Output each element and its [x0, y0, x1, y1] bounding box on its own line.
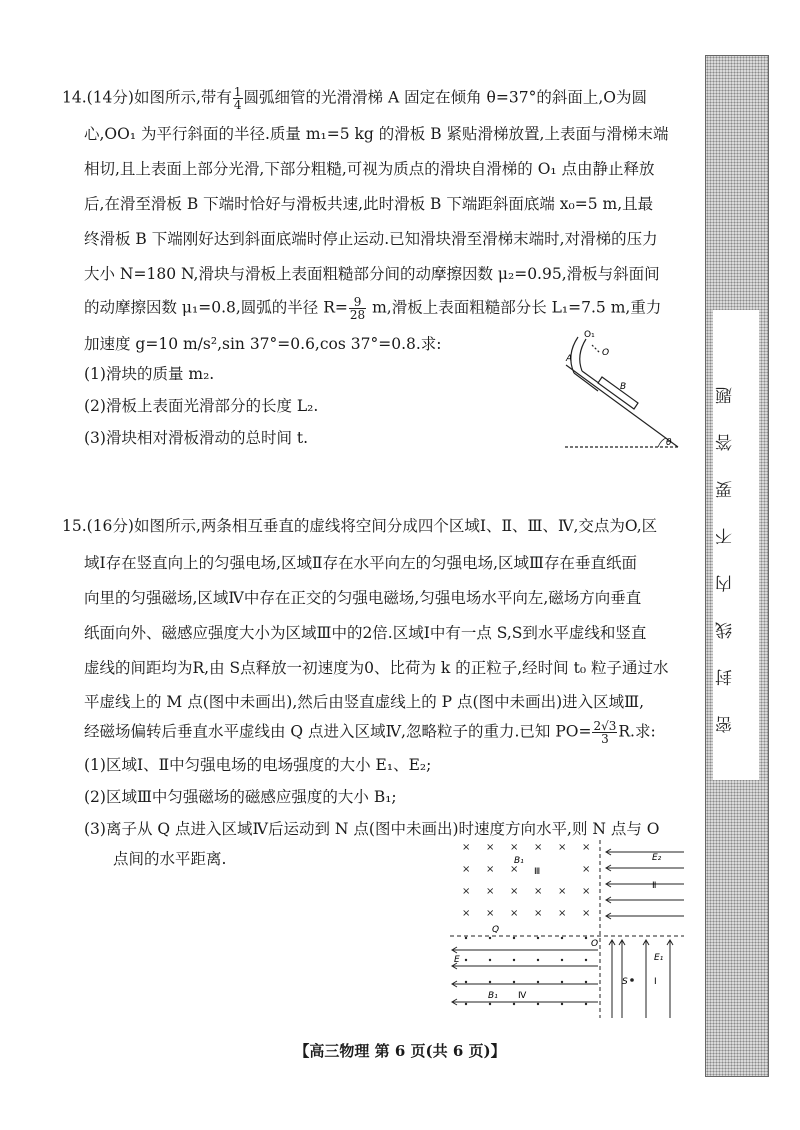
label-a: A [566, 354, 573, 364]
q15-sub-3: (3)离子从 Q 点进入区域Ⅳ后运动到 N 点(图中未画出)时速度方向水平,则 N 点与 O [84, 820, 660, 838]
q15-line-7: 经磁场偏转后垂直水平虚线由 Q 点进入区域Ⅳ,忽略粒子的重力.已知 PO= $\frac{2√3}{3}$ R.求: [84, 719, 656, 746]
q15-line-4: 纸面向外、磁感应强度大小为区域Ⅲ中的2倍.区域Ⅰ中有一点 S,S到水平虚线和竖直 [84, 624, 647, 642]
cross-symbol: × [462, 908, 471, 919]
dot-symbol [489, 937, 491, 939]
cross-symbol: × [534, 886, 543, 897]
q14-line-4: 后,在滑至滑板 B 下端时恰好与滑板共速,此时滑板 B 下端距斜面底端 x₀=5 m,且最 [84, 195, 654, 213]
q14-sub-3: (3)滑块相对滑板滑动的总时间 t. [84, 429, 309, 447]
cross-symbol: × [582, 908, 591, 919]
cross-symbol: × [558, 908, 567, 919]
label-e: E [454, 955, 460, 965]
label-o: O [591, 939, 599, 949]
q15-figure [448, 838, 688, 1023]
q14-line-7: 的动摩擦因数 μ₁=0.8,圆弧的半径 R= $\frac{9}{28}$ m,滑板上表面粗糙部分长 L₁=7.5 m,重力 [84, 295, 662, 322]
dot-symbol [489, 959, 491, 961]
label-region-iv: Ⅳ [518, 991, 527, 1001]
q15-line-3: 向里的匀强磁场,区域Ⅳ中存在正交的匀强电磁场,匀强电场水平向左,磁场方向垂直 [84, 589, 642, 607]
cross-symbol: × [486, 908, 495, 919]
label-region-iii: Ⅲ [534, 867, 541, 877]
dot-symbol [585, 1003, 587, 1005]
label-b1-top: B₁ [514, 856, 524, 866]
q15-line-2: 域Ⅰ存在竖直向上的匀强电场,区域Ⅱ存在水平向左的匀强电场,区域Ⅲ存在垂直纸面 [84, 554, 637, 572]
cross-symbol: × [582, 864, 591, 875]
point-s [630, 978, 634, 982]
q15-sub-1: (1)区域Ⅰ、Ⅱ中匀强电场的电场强度的大小 E₁、E₂; [84, 756, 432, 774]
dot-symbol [465, 959, 467, 961]
dot-symbol [561, 937, 563, 939]
q14-line-1: 14.(14分)如图所示,带有 $\frac{1}{4}$ 圆弧细管的光滑滑梯 A 固定在倾角 θ=37°的斜面上,O为圆 [62, 85, 647, 112]
q15-sub-2: (2)区域Ⅲ中匀强磁场的磁感应强度的大小 B₁; [84, 788, 397, 806]
label-q: Q [492, 925, 500, 935]
dot-symbol [489, 1003, 491, 1005]
label-theta: θ [666, 438, 672, 448]
q15-line-1: 15.(16分)如图所示,两条相互垂直的虚线将空间分成四个区域Ⅰ、Ⅱ、Ⅲ、Ⅳ,交点为O,区 [62, 517, 658, 535]
q14-line-3: 相切,且上表面上部分光滑,下部分粗糙,可视为质点的滑块自滑梯的 O₁ 点由静止释放 [84, 160, 655, 178]
dot-symbol [585, 981, 587, 983]
dot-symbol [465, 1003, 467, 1005]
cross-symbol: × [534, 908, 543, 919]
dot-symbol [585, 959, 587, 961]
dot-symbol [465, 937, 467, 939]
label-s: S [622, 977, 628, 987]
cross-symbol: × [462, 886, 471, 897]
q14-sub-2: (2)滑板上表面光滑部分的长度 L₂. [84, 397, 319, 415]
dot-symbol [513, 981, 515, 983]
dot-symbol [465, 981, 467, 983]
q14-line-8: 加速度 g=10 m/s²,sin 37°=0.6,cos 37°=0.8.求: [84, 335, 442, 353]
page-footer: 【高三物理 第 6 页(共 6 页)】 [294, 1042, 506, 1060]
cross-symbol: × [510, 886, 519, 897]
fraction: $\frac{2√3}{3}$ [593, 719, 617, 746]
cross-symbol: × [486, 886, 495, 897]
cross-symbol: × [462, 864, 471, 875]
dot-symbol [537, 937, 539, 939]
region-ii-field-lines [606, 849, 684, 919]
cross-symbol: × [510, 842, 519, 853]
label-e1: E₁ [654, 953, 664, 963]
q14-line-5: 终滑板 B 下端刚好达到斜面底端时停止运动.已知滑块滑至滑梯末端时,对滑梯的压力 [84, 230, 658, 248]
dot-symbol [537, 981, 539, 983]
dot-symbol [513, 959, 515, 961]
cross-symbol: × [486, 864, 495, 875]
q15-line-6: 平虚线上的 M 点(图中未画出),然后由竖直虚线上的 P 点(图中未画出)进入区域Ⅲ, [84, 693, 645, 711]
dot-symbol [489, 981, 491, 983]
cross-symbol: × [462, 842, 471, 853]
cross-symbol: × [558, 842, 567, 853]
fraction: $\frac{1}{4}$ [233, 85, 242, 112]
dot-symbol [537, 1003, 539, 1005]
label-b: B [620, 382, 627, 392]
q14-line-6: 大小 N=180 N,滑块与滑板上表面粗糙部分间的动摩擦因数 μ₂=0.95,滑板与斜面间 [84, 265, 660, 283]
cross-symbol: × [510, 864, 519, 875]
dot-symbol [561, 1003, 563, 1005]
cross-symbol: × [582, 842, 591, 853]
label-o1: O₁ [584, 330, 595, 340]
region-iii-crosses [462, 842, 590, 919]
cross-symbol: × [558, 886, 567, 897]
q14-figure [540, 325, 685, 460]
dot-symbol [513, 1003, 515, 1005]
dot-symbol [537, 959, 539, 961]
label-region-i: Ⅰ [654, 977, 657, 987]
cross-symbol: × [534, 842, 543, 853]
cross-symbol: × [510, 908, 519, 919]
q15-sub-3-cont: 点间的水平距离. [113, 850, 227, 868]
cross-symbol: × [582, 886, 591, 897]
binding-warning-text: 密封线内不要答题 [716, 357, 736, 733]
cross-symbol: × [486, 842, 495, 853]
q14-sub-1: (1)滑块的质量 m₂. [84, 365, 215, 383]
dot-symbol [561, 959, 563, 961]
label-b1-bottom: B₁ [488, 991, 498, 1001]
dot-symbol [513, 937, 515, 939]
dot-symbol [561, 981, 563, 983]
incline-diagram [565, 337, 680, 447]
fraction: $\frac{9}{28}$ [349, 295, 366, 322]
q15-line-5: 虚线的间距均为R,由 S点释放一初速度为0、比荷为 k 的正粒子,经时间 t₀ 粒子通过水 [84, 659, 669, 677]
q14-line-2: 心,OO₁ 为平行斜面的半径.质量 m₁=5 kg 的滑板 B 紧贴滑梯放置,上表面与滑梯末端 [84, 125, 669, 143]
label-e2: E₂ [652, 853, 662, 863]
region-i-field-lines [609, 940, 673, 1018]
dot-symbol [585, 937, 587, 939]
label-region-ii: Ⅱ [652, 881, 657, 891]
label-o: O [602, 348, 610, 358]
